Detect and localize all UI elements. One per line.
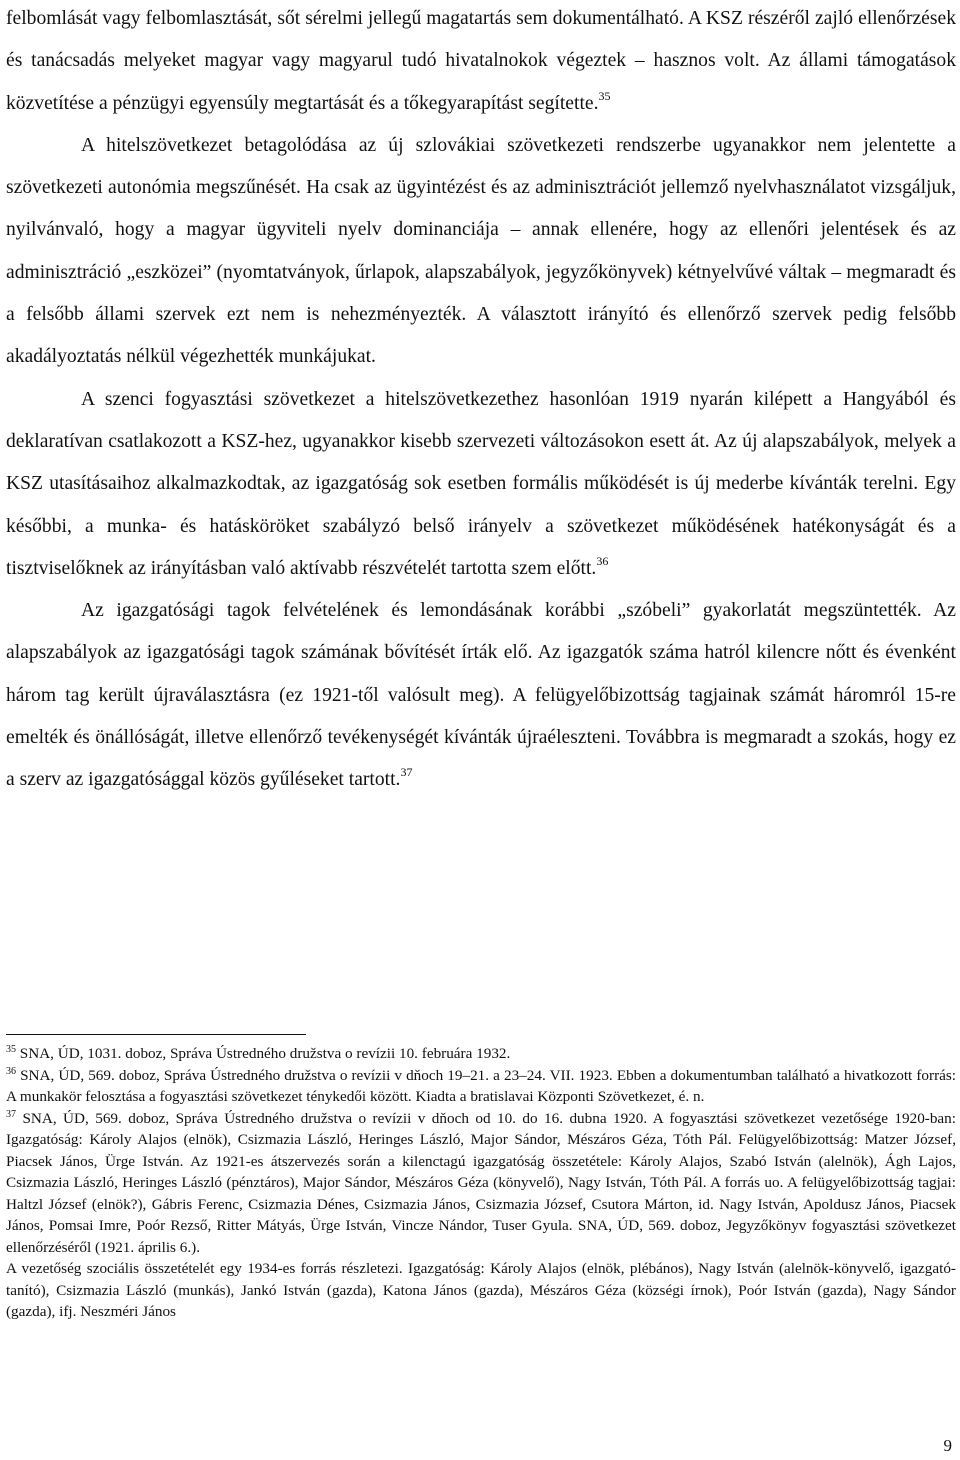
footnote-number: 37 <box>6 1108 16 1120</box>
paragraph-text: Az igazgatósági tagok felvételének és lemondásának korábbi „szóbeli” gyakorlatát megszüntették. Az alapszabályok az igazgatósági tagok számának bővítését írták elő. Az igazgatók száma hatról kilencre nőtt és évenként három tag került újraválasztásra (ez 1921-től valósult meg). A felügyelőbizottság tagjainak számát háromról 15-re emelték és önállóságát, illetve ellenőrző tevékenységét kívánták újraéleszteni. Továbbra is megmaradt a szokás, hogy ez a szerv az igazgatósággal közös gyűléseket tartott. <box>6 600 956 791</box>
main-text <box>6 0 956 802</box>
footnote-separator <box>6 1034 306 1035</box>
footnote-text: SNA, ÚD, 1031. doboz, Správa Ústredného družstva o revízii 10. februára 1932. <box>19 1045 511 1062</box>
paragraph-text: A szenci fogyasztási szövetkezet a hitelszövetkezethez hasonlóan 1919 nyarán kilépett a Hangyából és deklaratívan csatlakozott a KSZ-hez, ugyanakkor kisebb szervezeti változásokon esett át. Az új alapszabályok, melyek a KSZ utasításaihoz alkalmazkodtak, az igazgatóság sok esetben formális működését is új mederbe kívánták terelni. Egy későbbi, a munka- és hatásköröket szabályzó belső irányelv a szövetkezet működésének hatékonyságát és a tisztviselőknek az irányításban való aktívabb részvételét tartotta szem előtt. <box>6 388 956 579</box>
footnote-reference-36[interactable]: 36 <box>596 553 609 568</box>
footnote-text: A vezetőség szociális összetételét egy 1934-es forrás részletezi. Igazgatóság: Károly Alajos (elnök, plébános), Nagy István (alelnök-könyvelő, igazgató-tanító), Csizmazia László (munkás), Jankó István (gazda), Katona János (gazda), Mészáros Géza (községi írnok), Poór István (gazda), Nagy Sándor (gazda), ifj. Neszméri János <box>6 1260 956 1320</box>
footnote-35 <box>6 1043 956 1065</box>
footnote-36 <box>6 1065 956 1108</box>
footnote-37 <box>6 1108 956 1259</box>
footnote-37-continued <box>6 1258 956 1323</box>
footnote-text: SNA, ÚD, 569. doboz, Správa Ústredného družstva o revízii v dňoch 19–21. a 23–24. VII. 1923. Ebben a dokumentumban található a hivatkozott forrás: A munkakör felosztása a fogyasztási szövetkezet ténykedői között. Kiadta a bratislavai Központi Szövetkezet, é. n. <box>6 1066 956 1105</box>
paragraph-continued <box>6 0 956 125</box>
footnote-reference-35[interactable]: 35 <box>598 88 611 103</box>
paragraph-text: felbomlását vagy felbomlasztását, sőt sérelmi jellegű magatartás sem dokumentálható. A KSZ részéről zajló ellenőrzések és tanácsadás melyeket magyar vagy magyarul tudó hivatalnokok végeztek – hasznos volt. Az állami támogatások közvetítése a pénzügyi egyensúly megtartását és a tőkegyarapítást segítette. <box>6 8 956 114</box>
footnotes <box>6 1043 956 1323</box>
footnote-text: SNA, ÚD, 569. doboz, Správa Ústredného družstva o revízii v dňoch od 10. do 16. dubna 1920. A fogyasztási szövetkezet vezetősége 1920-ban: Igazgatóság: Károly Alajos (elnök), Csizmazia László, Heringes László, Major Sándor, Mészáros Géza, Tóth Pál. Felügyelőbizottság: Matzer József, Piacsek János, Ürge István. Az 1921-es átszervezés során a kilenctagú igazgatóság összetétele: Károly Alajos, Szabó István (alelnök), Ágh Lajos, Csizmazia László, Heringes László (pénztáros), Major Sándor, Mészáros Géza (könyvelő), Nagy István, Tóth Pál. A forrás uo. A felügyelőbizottság tagjai: Haltzl József (elnök?), Gábris Ferenc, Csizmazia Dénes, Csizmazia János, Csizmazia József, Csutora Márton, id. Nagy István, Apoldusz János, Piacsek János, Pomsai Imre, Poór Rezső, Ritter Mátyás, Ürge István, Vincze Nándor, Tuser Gyula. SNA, ÚD, 569. doboz, Jegyzőkönyv fogyasztási szövetkezet ellenőrzéséről (1921. április 6.). <box>6 1109 956 1256</box>
footnote-number: 35 <box>6 1044 16 1055</box>
paragraph: A hitelszövetkezet betagolódása az új szlovákiai szövetkezeti rendszerbe ugyanakkor nem jelentette a szövetkezeti autonómia megszűnését. Ha csak az ügyintézést és az adminisztrációt jellemző nyelvhasználatot vizsgáljuk, nyilvánvaló, hogy a magyar ügyviteli nyelv dominanciája – annak ellenére, hogy az ellenőri jelentések és az adminisztráció „eszközei” (nyomtatványok, űrlapok, alapszabályok, jegyzőkönyvek) kétnyelvűvé váltak – megmaradt és a felsőbb állami szervek ezt nem is nehezményezték. A választott irányító és ellenőrző szervek pedig felsőbb akadályoztatás nélkül végezhették munkájukat. <box>6 134 956 368</box>
footnote-number: 36 <box>6 1065 16 1077</box>
page-number: 9 <box>943 1436 952 1455</box>
footnote-reference-37[interactable]: 37 <box>400 765 413 780</box>
paragraph <box>6 379 956 590</box>
paragraph <box>6 590 956 801</box>
